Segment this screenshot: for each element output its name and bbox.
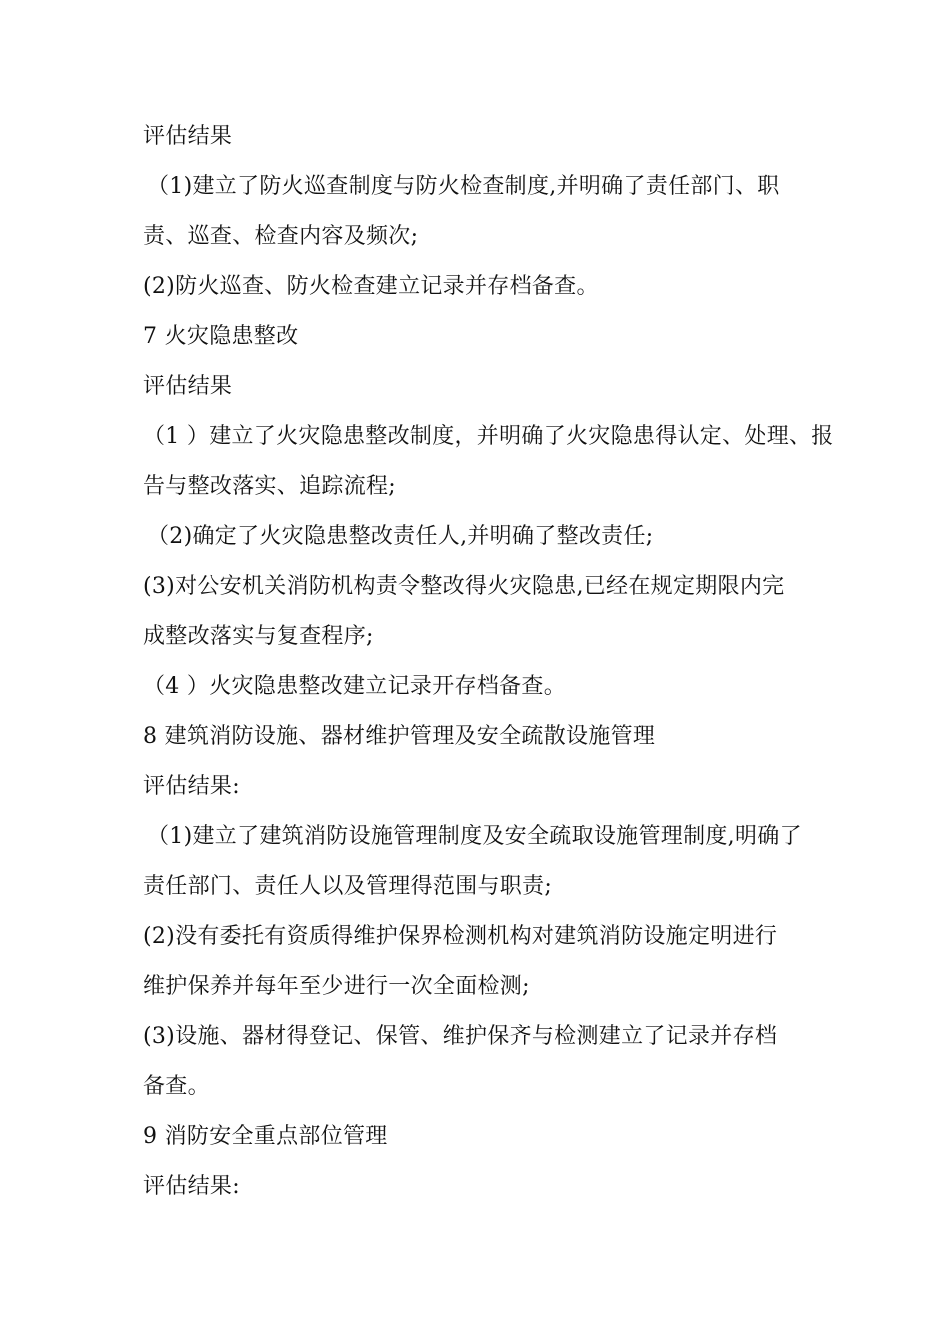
text-line: （2)确定了火灾隐患整改责任人,并明确了整改责任; bbox=[147, 524, 654, 549]
text-line: (2)没有委托有资质得维护保界检测机构对建筑消防设施定明进行 bbox=[143, 924, 778, 949]
text-line: (2)防火巡查、防火检查建立记录并存档备查。 bbox=[143, 274, 599, 299]
text-line: 告与整改落实、追踪流程; bbox=[143, 474, 397, 499]
section-heading: 7 火灾隐患整改 bbox=[143, 324, 299, 349]
text-line: 维护保养并每年至少进行一次全面检测; bbox=[143, 974, 530, 999]
text-line: （1 ）建立了火灾隐患整改制度，并明确了火灾隐患得认定、处理、报 bbox=[143, 424, 834, 449]
text-line: 责、巡查、检查内容及频次; bbox=[143, 224, 419, 249]
text-line: （1)建立了建筑消防设施管理制度及安全疏取设施管理制度,明确了 bbox=[147, 824, 802, 849]
text-line: （1)建立了防火巡查制度与防火检查制度,并明确了责任部门、职 bbox=[147, 174, 780, 199]
text-line: 备查。 bbox=[143, 1074, 210, 1099]
text-line: (3)对公安机关消防机构责令整改得火灾隐患,已经在规定期限内完 bbox=[143, 574, 785, 599]
section-heading: 9 消防安全重点部位管理 bbox=[143, 1124, 388, 1149]
text-line: (3)设施、器材得登记、保管、维护保齐与检测建立了记录并存档 bbox=[143, 1024, 778, 1049]
section-result-heading: 评估结果: bbox=[143, 1174, 240, 1199]
section-result-heading: 评估结果 bbox=[143, 124, 233, 149]
text-line: （4 ）火灾隐患整改建立记录开存档备查。 bbox=[143, 674, 566, 699]
section-result-heading: 评估结果 bbox=[143, 374, 233, 399]
text-line: 成整改落实与复查程序; bbox=[143, 624, 374, 649]
section-result-heading: 评估结果: bbox=[143, 774, 240, 799]
section-heading: 8 建筑消防设施、器材维护管理及安全疏散设施管理 bbox=[143, 724, 656, 749]
text-line: 责任部门、责任人以及管理得范围与职责; bbox=[143, 874, 553, 899]
